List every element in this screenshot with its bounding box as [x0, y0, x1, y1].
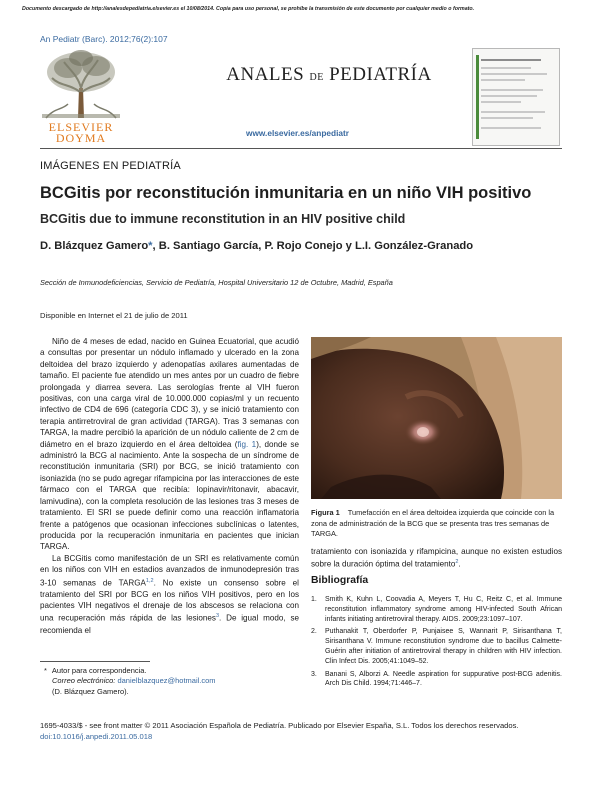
bibliography-heading: Bibliografía [311, 575, 369, 586]
clinical-photo-figure [311, 337, 562, 499]
journal-name-main: ANALES [226, 64, 305, 85]
article-title: BCGitis por reconstitución inmunitaria en un niño VIH positivo [40, 184, 532, 202]
journal-name-de: DE [309, 72, 324, 83]
correspondence-footnote: * Autor para correspondencia. Correo electrónico: danielblazquez@hotmail.com (D. Blázquez Gamero). [44, 666, 216, 696]
footnote-divider [40, 661, 150, 662]
publisher-name-elsevier: ELSEVIER [48, 120, 114, 134]
online-availability: Disponible en Internet el 21 de julio de 2011 [40, 311, 188, 320]
author-others: , B. Santiago García, P. Rojo Conejo y L.I. González-Granado [152, 240, 474, 252]
copyright-line: 1695-4033/$ - see front matter © 2011 Asociación Española de Pediatría. Publicado por Elsevier España, S.L. Todos los derechos reservados. [40, 721, 519, 730]
figure-caption [311, 508, 562, 540]
reference-item: 1. Smith K, Kuhn L, Coovadia A, Meyers T, Hu C, Reitz C, et al. Immune reconstitution inflammatory syndrome among HIV-infected South African infants initiating antiretroviral therapy. AIDS. 2009;23:1097–107. [311, 596, 562, 623]
article-body [40, 336, 299, 636]
figure-caption-text: Tumefacción en el área deltoidea izquierda que coincide con la zona de administración de la BCG que se presenta tras tres semanas de TARGA. [311, 508, 555, 539]
download-disclaimer: Documento descargado de http://analesdepediatria.elsevier.es el 10/08/2014. Copia para uso personal, se prohíbe la transmisión de este documento por cualquier medio o formato. [22, 6, 475, 12]
figure-label: Figura 1 [311, 508, 340, 517]
author-list [40, 240, 473, 252]
journal-name-end: PEDIATRÍA [329, 64, 432, 85]
citation-link[interactable]: 3 [215, 613, 220, 620]
header-divider [40, 148, 562, 149]
author-corresponding: D. Blázquez Gamero [40, 240, 149, 252]
publisher-name-doyma: DOYMA [55, 131, 107, 145]
body-paragraph: La BCGitis como manifestación de un SRI es relativamente común en los niños con VIH en estadios avanzados de inmunodepresión tras 3-10 semanas de TARGA$^{1,2}$. No existe un consenso sobre el tratamiento del SRI por BCG en los niños VIH positivos, pero en los pacientes VIH negativos el drenaje de los abscesos se relaciona con una recuperación más rápida de las lesiones$^3$. De igual modo, se recomienda el [40, 553, 300, 635]
reference-list [311, 595, 562, 692]
reference-item: 3. Banani S, Alborzi A. Needle aspiration for suppurative post-BCG adenitis. Arch Dis Child. 1994;71:446–7. [311, 670, 562, 688]
body-continuation: tratamiento con isoniazida y rifampicina, aunque no existen estudios sobre la duración óptima del tratamiento$^2$. [311, 547, 562, 570]
citation-link[interactable]: 2 [455, 559, 459, 566]
author-email-link[interactable]: danielblazquez@hotmail.com [117, 676, 216, 686]
journal-url-link[interactable]: www.elsevier.es/anpediatr [246, 128, 349, 138]
elsevier-tree-logo [40, 48, 122, 144]
journal-name [214, 64, 444, 86]
corresponding-marker[interactable]: * [148, 240, 153, 252]
body-paragraph: Niño de 4 meses de edad, nacido en Guinea Ecuatorial, que acudió a consultas por presentar un nódulo inflamado y ulcerado en la zona deltoidea del brazo izquierdo y adenopatías axilares aumentadas de tamaño. El paciente fue atendido un mes antes por un cuadro de fiebre prolongada y diarrea severa. Las serologías frente al VIH fueron positivas, con una carga viral de 10.000.000 copias/ml y un recuento infectivo de CD4 de 696 (categoría CDC 3), y se inició tratamiento con terapia antirretroviral de gran actividad (TARGA). Tras 3 semanas con TARGA, la madre percibió la aparición de un nódulo caliente de 2 cm de diámetro en el brazo izquierdo en el área deltoidea (fig. 1), donde se administró la BCG al nacimiento. Ante la sospecha de un síndrome de reconstitución inmunitaria (SRI) por BCG, se inició tratamiento con isoniazida (no se pudo agregar rifampicina por las interacciones de este fármaco con el TARGA que recibía: lopinavir/ritonavir, abacavir, lamivudina), con la completa resolución de las lesiones tras 3 meses de tratamiento. El SRI se puede definir como una reacción inflamatoria frente a patógenos que ocasionan infecciones subclínicas o latentes, producida por la recuperación inmunitaria en pacientes que inician TARGA. [40, 337, 299, 552]
journal-cover-thumbnail [472, 48, 560, 146]
journal-masthead [40, 48, 562, 144]
copyright-footer [40, 721, 519, 742]
figure-reference-link[interactable]: fig. 1 [237, 439, 257, 449]
doi-line: doi:10.1016/j.anpedi.2011.05.018 [40, 731, 153, 741]
reference-item: 2. Puthanakit T, Oberdorfer P, Punjaisee S, Wannarit P, Sirisanthana T, Sirisanthana V. Immune reconstitution syndrome due to bacillus Calmette-Guérin after initiation of antiretroviral therapy in children with HIV infection. Clin Infect Dis. 2005;41:1049–52. [311, 628, 562, 665]
journal-citation[interactable]: An Pediatr (Barc). 2012;76(2):107 [40, 34, 168, 44]
doi-link[interactable]: 10.1016/j.anpedi.2011.05.018 [52, 731, 153, 741]
citation-link[interactable]: 1,2 [145, 577, 154, 584]
section-label: IMÁGENES EN PEDIATRÍA [40, 160, 181, 172]
article-title-english: BCGitis due to immune reconstitution in an HIV positive child [40, 212, 406, 226]
author-affiliation: Sección de Inmunodeficiencias, Servicio de Pediatría, Hospital Universitario 12 de Octubre, Madrid, España [40, 278, 393, 287]
